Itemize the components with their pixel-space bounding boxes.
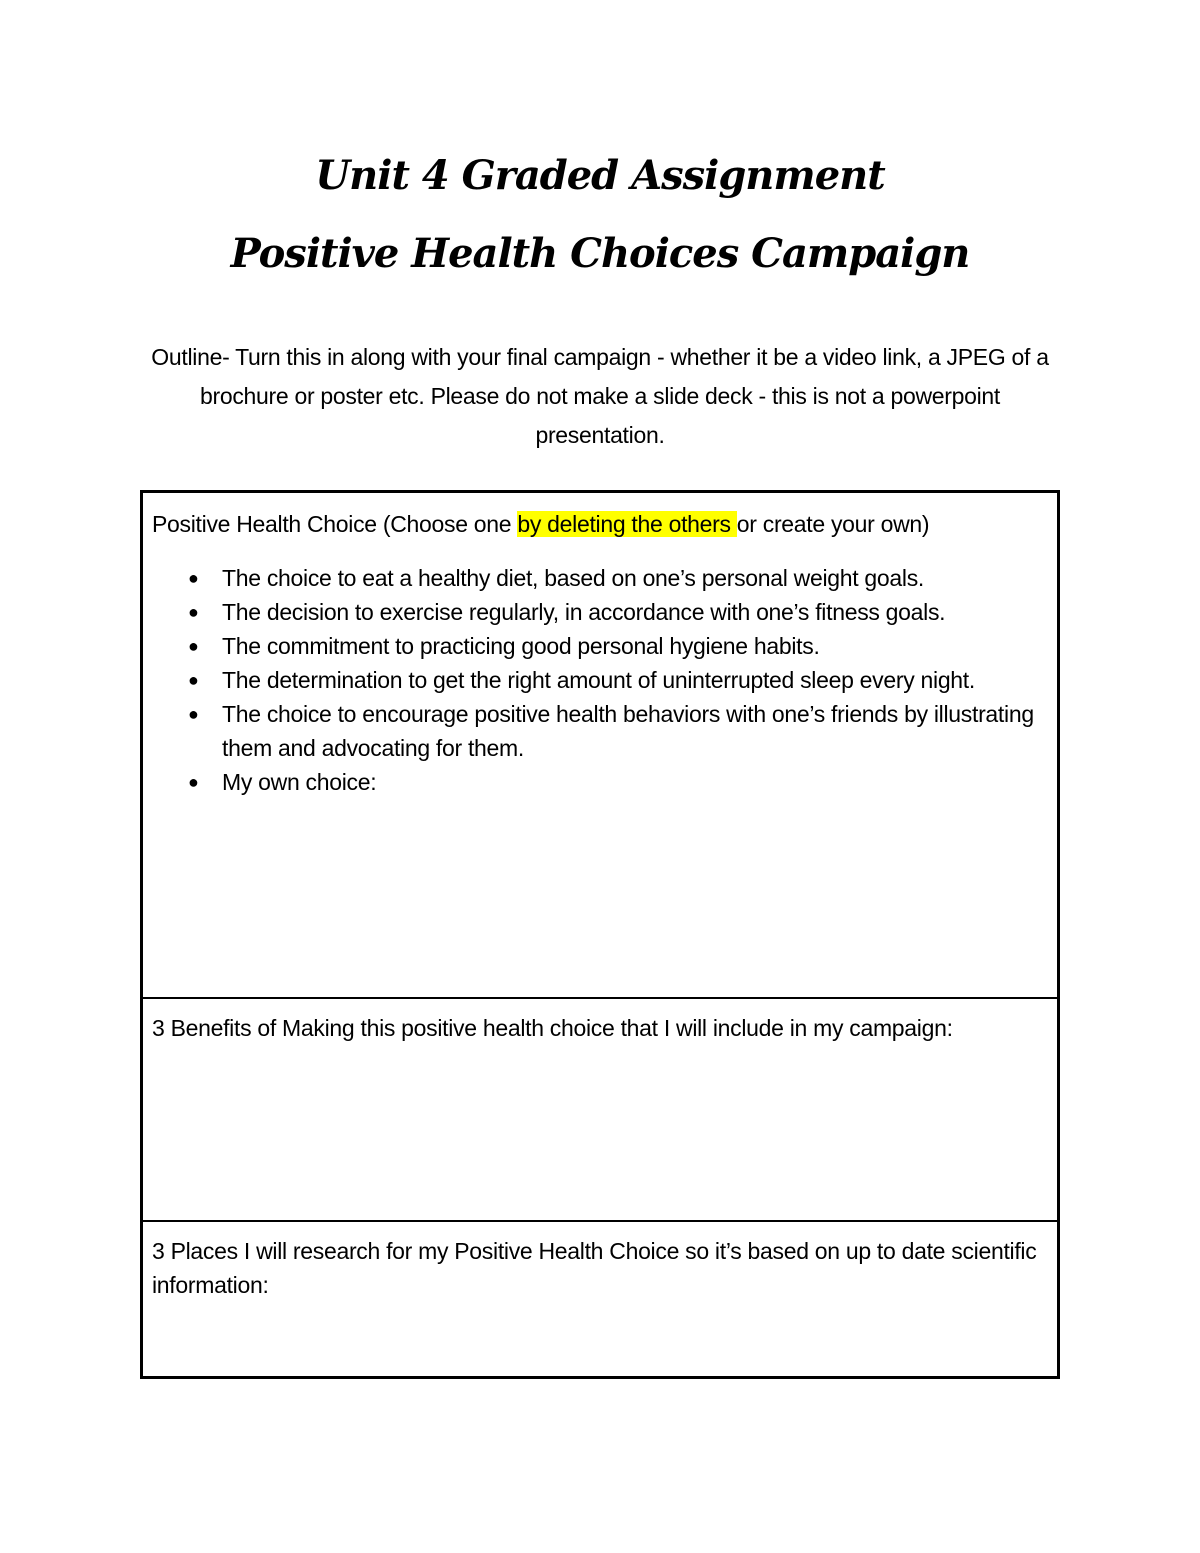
choice-prompt (152, 507, 1047, 541)
bullet-icon: ● (188, 636, 199, 656)
list-item (152, 697, 1047, 765)
bullet-icon: ● (188, 772, 199, 792)
list-item (152, 595, 1047, 629)
outline-instructions: Outline- Turn this in along with your final campaign - whether it be a video link, a JPEG of a brochure or poster etc. Please do not make a slide deck - this is not a powerpoint presentation. (151, 344, 1049, 448)
choice-prompt-start: Positive Health Choice (Choose one (152, 511, 518, 537)
assignment-table (140, 490, 1060, 1379)
choice-list (152, 561, 1047, 799)
campaign-title: Positive Health Choices Campaign (230, 230, 970, 277)
bullet-icon: ● (188, 704, 199, 724)
list-item (152, 629, 1047, 663)
research-cell[interactable] (143, 1222, 1057, 1376)
assignment-title: Unit 4 Graded Assignment (315, 152, 885, 199)
bullet-icon: ● (188, 670, 199, 690)
choice-prompt-end: or create your own) (736, 511, 930, 537)
bullet-icon: ● (188, 568, 199, 588)
research-prompt: 3 Places I will research for my Positive Health Choice so it’s based on up to date scientific information: (152, 1238, 1037, 1298)
list-item (152, 561, 1047, 595)
choice-item-text: The choice to eat a healthy diet, based on one’s personal weight goals. (222, 565, 924, 591)
choice-item-text: The decision to exercise regularly, in accordance with one’s fitness goals. (222, 599, 946, 625)
choice-item-text: The choice to encourage positive health behaviors with one’s friends by illustrating them and advocating for them. (222, 701, 1034, 761)
bullet-icon: ● (188, 602, 199, 622)
choice-item-text: My own choice: (222, 769, 377, 795)
choice-prompt-highlight: by deleting the others (517, 511, 737, 537)
choice-item-text: The determination to get the right amount of uninterrupted sleep every night. (222, 667, 975, 693)
benefits-prompt: 3 Benefits of Making this positive health choice that I will include in my campaign: (152, 1015, 953, 1041)
list-item (152, 663, 1047, 697)
choice-item-text: The commitment to practicing good personal hygiene habits. (222, 633, 820, 659)
benefits-cell[interactable] (143, 999, 1057, 1222)
list-item (152, 765, 1047, 799)
positive-health-choice-cell[interactable] (143, 493, 1057, 999)
